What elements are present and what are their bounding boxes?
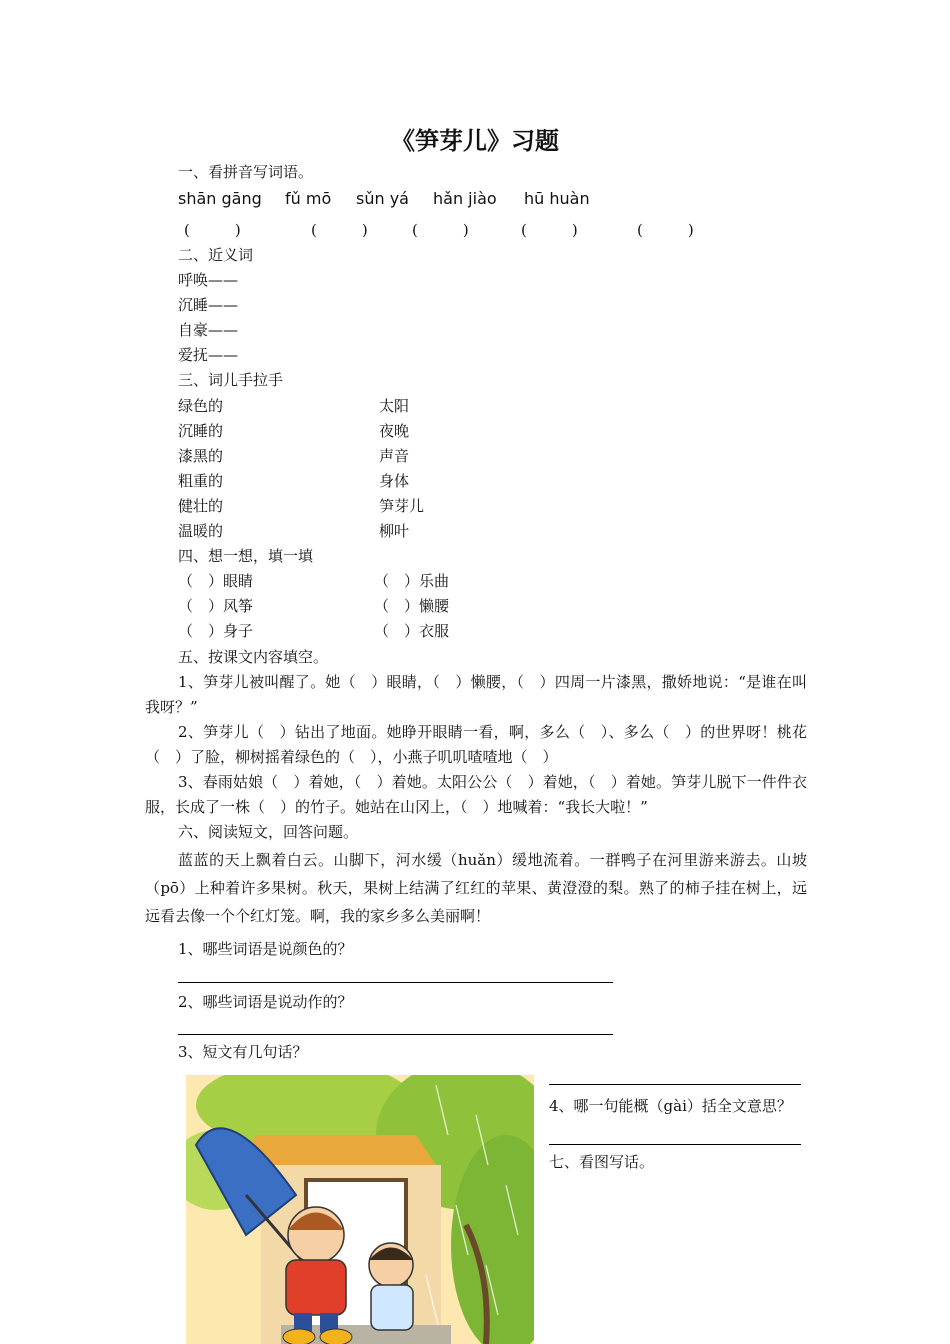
question-2: 2、哪些词语是说动作的？ (178, 993, 353, 1011)
fill-paragraph-1: 1、笋芽儿被叫醒了。她（ ）眼睛，（ ）懒腰，（ ）四周一片漆黑，撒娇地说：“是谁在叫我呀？” (145, 673, 807, 716)
answer-bracket-1[interactable]: ( ) (184, 221, 241, 239)
match-right-item: 太阳 (379, 397, 410, 415)
fill-item[interactable]: （ ）眼睛 (178, 572, 254, 590)
fill-item[interactable]: （ ）衣服 (374, 622, 450, 640)
answer-line-3[interactable] (549, 1084, 801, 1085)
fill-paragraph-2: 2、笋芽儿（ ）钻出了地面。她睁开眼睛一看，啊，多么（ ）、多么（ ）的世界呀！桃花（ ）了脸，柳树摇着绿色的（ ），小燕子叽叽喳喳地（ ） (145, 723, 807, 766)
pinyin-1: shān gāng (178, 189, 262, 208)
match-right-item: 声音 (379, 447, 410, 465)
section6-heading: 六、阅读短文，回答问题。 (178, 823, 359, 841)
match-left-item: 沉睡的 (178, 422, 224, 440)
answer-bracket-2[interactable]: ( ) (311, 221, 368, 239)
match-right-item: 笋芽儿 (379, 497, 425, 515)
match-right-item: 身体 (379, 472, 410, 490)
question-1: 1、哪些词语是说颜色的？ (178, 940, 353, 958)
match-left-item: 绿色的 (178, 397, 224, 415)
question-3: 3、短文有几句话？ (178, 1043, 308, 1061)
section2-heading: 二、近义词 (178, 246, 254, 264)
pinyin-3: sǔn yá (356, 189, 409, 208)
illustration-boys-umbrella-rain (186, 1075, 534, 1344)
match-right-item: 夜晚 (379, 422, 410, 440)
section7-heading: 七、看图写话。 (549, 1153, 655, 1171)
fill-item[interactable]: （ ）风筝 (178, 597, 254, 615)
synonym-item: 爱抚—— (178, 346, 239, 364)
question-4: 4、哪一句能概（gài）括全文意思？ (549, 1097, 792, 1115)
synonym-item: 沉睡—— (178, 296, 239, 314)
page-title: 《笋芽儿》习题 (391, 126, 559, 155)
answer-line-2[interactable] (178, 1034, 613, 1035)
synonym-item: 呼唤—— (178, 271, 239, 289)
reading-passage: 蓝蓝的天上飘着白云。山脚下，河水缓（huǎn）缓地流着。一群鸭子在河里游来游去。山坡（pō）上种着许多果树。秋天，果树上结满了红红的苹果、黄澄澄的梨。熟了的柿子挂在树上，远远看去像一个个红灯笼。啊，我的家乡多么美丽啊！ (145, 851, 807, 925)
pinyin-4: hǎn jiào (433, 189, 497, 208)
answer-bracket-4[interactable]: ( ) (521, 221, 578, 239)
match-right-item: 柳叶 (379, 522, 410, 540)
answer-line-4[interactable] (549, 1144, 801, 1145)
match-left-item: 粗重的 (178, 472, 224, 490)
section1-heading: 一、看拼音写词语。 (178, 163, 314, 181)
answer-bracket-5[interactable]: ( ) (637, 221, 694, 239)
fill-item[interactable]: （ ）乐曲 (374, 572, 450, 590)
answer-line-1[interactable] (178, 982, 613, 983)
match-left-item: 温暖的 (178, 522, 224, 540)
synonym-item: 自豪—— (178, 321, 239, 339)
match-left-item: 健壮的 (178, 497, 224, 515)
fill-paragraph-3: 3、春雨姑娘（ ）着她，（ ）着她。太阳公公（ ）着她，（ ）着她。笋芽儿脱下一件件衣服，长成了一株（ ）的竹子。她站在山冈上，（ ）地喊着：“我长大啦！” (145, 773, 807, 816)
fill-item[interactable]: （ ）懒腰 (374, 597, 450, 615)
section3-heading: 三、词儿手拉手 (178, 371, 284, 389)
section5-heading: 五、按课文内容填空。 (178, 648, 329, 666)
answer-bracket-3[interactable]: ( ) (412, 221, 469, 239)
pinyin-5: hū huàn (524, 189, 590, 208)
fill-item[interactable]: （ ）身子 (178, 622, 254, 640)
match-left-item: 漆黑的 (178, 447, 224, 465)
section4-heading: 四、想一想，填一填 (178, 547, 314, 565)
pinyin-2: fǔ mō (285, 189, 332, 208)
